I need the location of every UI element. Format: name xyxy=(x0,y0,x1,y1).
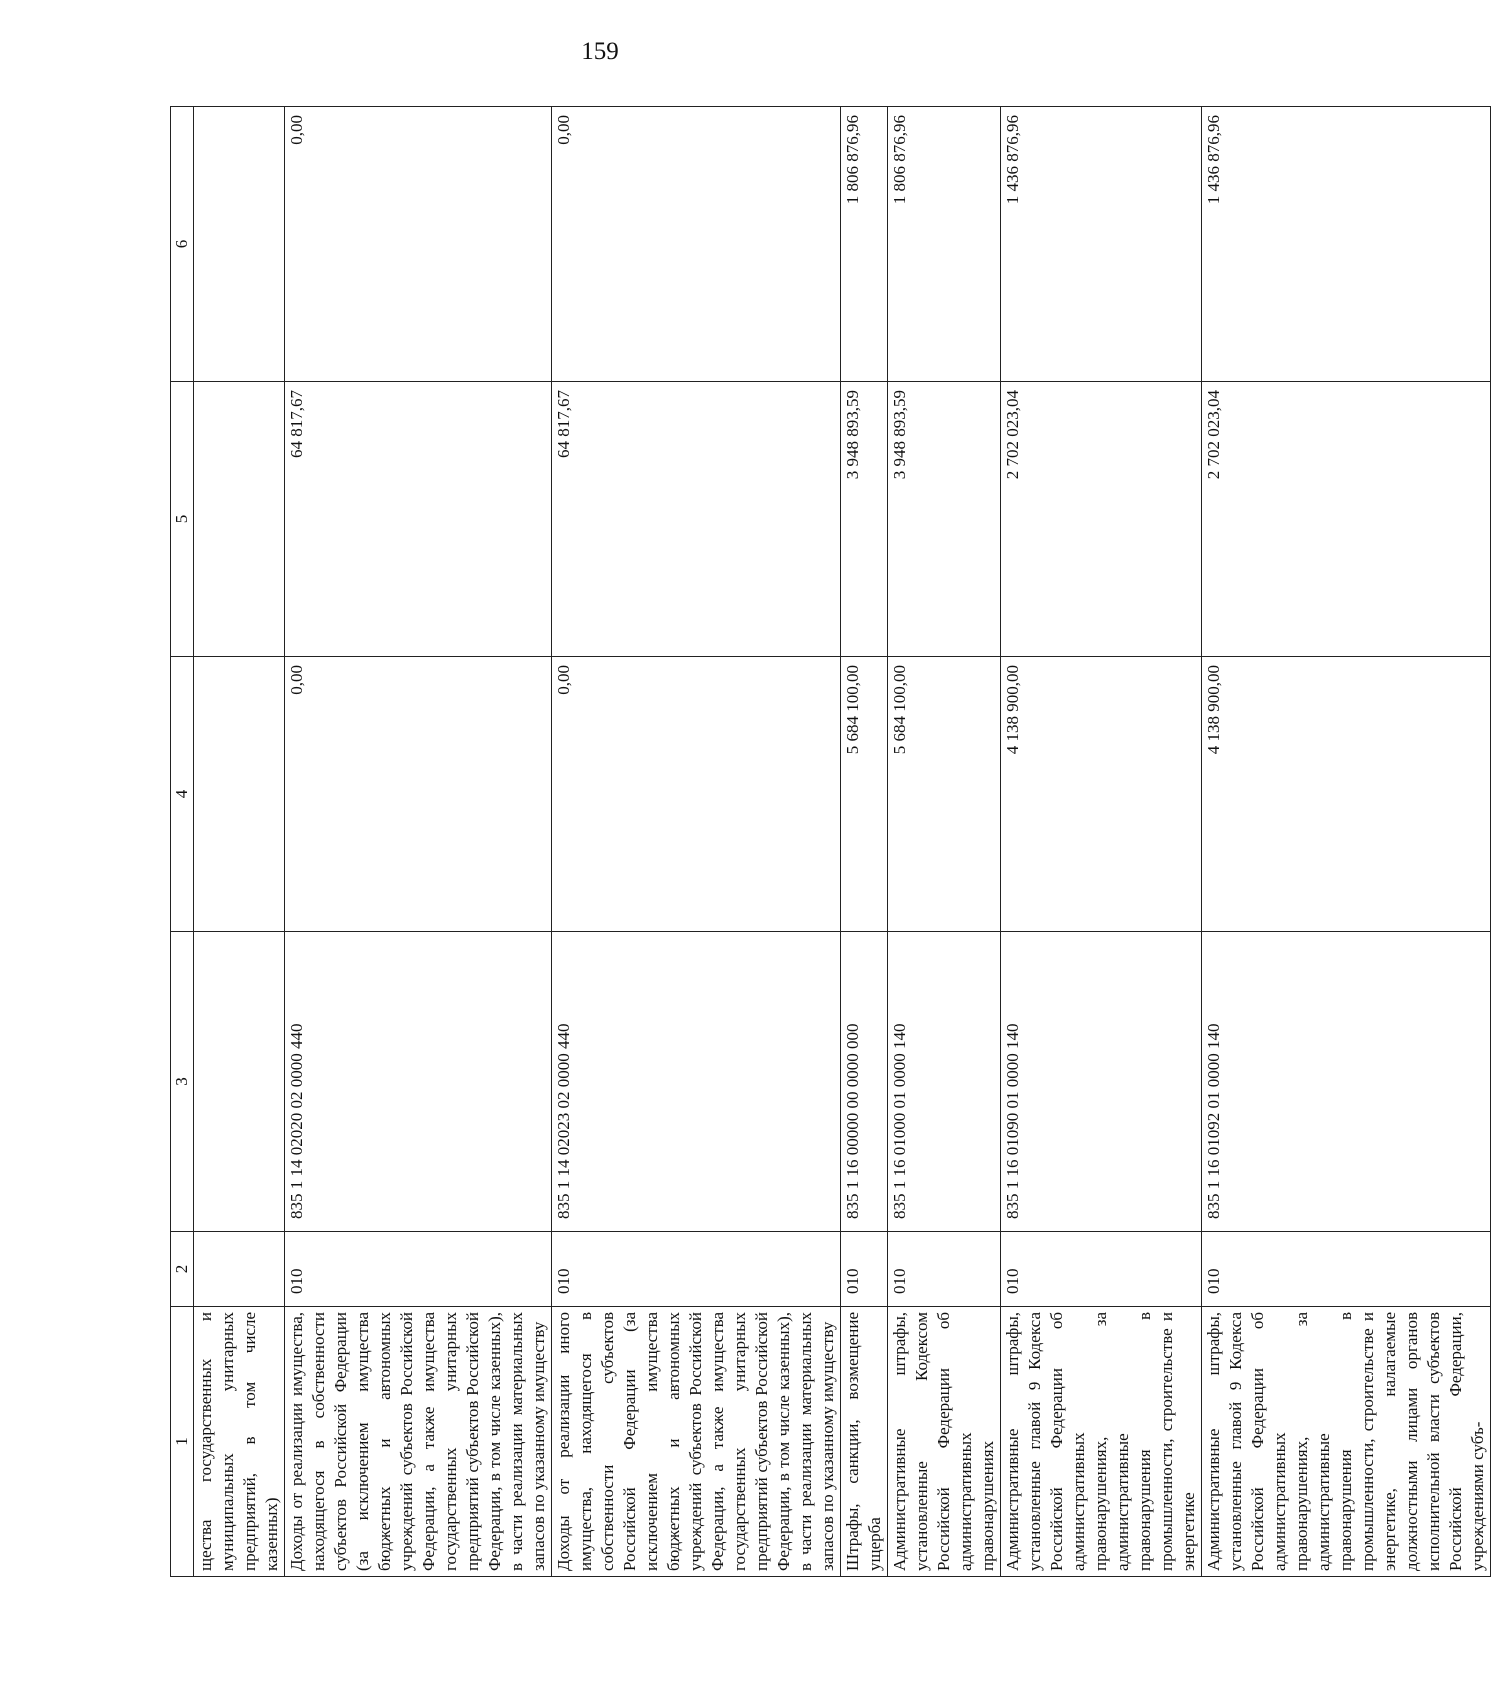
page-number: 159 xyxy=(581,38,619,65)
row-value-5: 3 948 893,59 xyxy=(888,382,1001,657)
row-code: 835 1 16 01090 01 0000 140 xyxy=(1001,932,1202,1232)
header-col-1: 1 xyxy=(171,1307,194,1577)
table-row xyxy=(888,107,1001,1577)
row-code: 835 1 16 01000 01 0000 140 xyxy=(888,932,1001,1232)
row-name: Административные штрафы, установленные Кодексом Российской Федерации об административных правонарушениях xyxy=(888,1307,1001,1577)
row-value-4: 5 684 100,00 xyxy=(888,657,1001,932)
row-value-6 xyxy=(194,107,285,382)
row-name: щества государственных и муниципальных унитарных предприятий, в том числе казенных) xyxy=(194,1307,285,1577)
row-name: Штрафы, санкции, возмещение ущерба xyxy=(841,1307,888,1577)
table-row xyxy=(841,107,888,1577)
row-value-4: 5 684 100,00 xyxy=(841,657,888,932)
row-value-6: 1 806 876,96 xyxy=(841,107,888,382)
row-value-5: 2 702 023,04 xyxy=(1202,382,1491,657)
row-code: 835 1 16 00000 00 0000 000 xyxy=(841,932,888,1232)
row-code: 835 1 14 02020 02 0000 440 xyxy=(285,932,552,1232)
row-value-5: 64 817,67 xyxy=(552,382,841,657)
row-value-4: 4 138 900,00 xyxy=(1202,657,1491,932)
rotated-table-frame xyxy=(170,107,1487,1577)
row-value-5 xyxy=(194,382,285,657)
table-row xyxy=(285,107,552,1577)
header-row xyxy=(171,107,194,1577)
table-row xyxy=(194,107,285,1577)
row-col2: 010 xyxy=(552,1232,841,1307)
row-code: 835 1 16 01092 01 0000 140 xyxy=(1202,932,1491,1232)
row-code xyxy=(194,932,285,1232)
row-value-6: 1 436 876,96 xyxy=(1001,107,1202,382)
row-name: Административные штрафы, установленные главой 9 Кодекса Российской Федерации об административных правонарушениях, за административные правонарушения в промышленности, строительстве и энергетике xyxy=(1001,1307,1202,1577)
row-code: 835 1 14 02023 02 0000 440 xyxy=(552,932,841,1232)
row-col2: 010 xyxy=(1001,1232,1202,1307)
row-value-6: 0,00 xyxy=(285,107,552,382)
table-row xyxy=(552,107,841,1577)
row-col2: 010 xyxy=(888,1232,1001,1307)
row-col2: 010 xyxy=(1202,1232,1491,1307)
row-col2 xyxy=(194,1232,285,1307)
rotated-table-area xyxy=(170,107,1487,1577)
header-col-5: 5 xyxy=(171,382,194,657)
row-value-4: 0,00 xyxy=(552,657,841,932)
row-value-5: 2 702 023,04 xyxy=(1001,382,1202,657)
row-value-4: 0,00 xyxy=(285,657,552,932)
header-col-6: 6 xyxy=(171,107,194,382)
header-col-2: 2 xyxy=(171,1232,194,1307)
header-col-3: 3 xyxy=(171,932,194,1232)
row-col2: 010 xyxy=(285,1232,552,1307)
row-value-4 xyxy=(194,657,285,932)
row-name: Доходы от реализации иного имущества, находящегося в собственности субъектов Российской Федерации (за исключением имущества бюджетных и автономных учреждений субъектов Российской Федерации, а также имущества государственных унитарных предприятий субъектов Российской Федерации, в том числе казенных), в части реализации материальных запасов по указанному имуществу xyxy=(552,1307,841,1577)
row-value-6: 1 806 876,96 xyxy=(888,107,1001,382)
row-value-5: 64 817,67 xyxy=(285,382,552,657)
row-value-6: 0,00 xyxy=(552,107,841,382)
revenue-table xyxy=(170,106,1491,1577)
row-value-4: 4 138 900,00 xyxy=(1001,657,1202,932)
row-value-5: 3 948 893,59 xyxy=(841,382,888,657)
row-name: Административные штрафы, установленные главой 9 Кодекса Российской Федерации об административных правонарушениях, за административные правонарушения в промышленности, строительстве и энергетике, налагаемые должностными лицами органов исполнительной власти субъектов Российской Федерации, учреждениями субъ- xyxy=(1202,1307,1491,1577)
row-value-6: 1 436 876,96 xyxy=(1202,107,1491,382)
table-row xyxy=(1001,107,1202,1577)
header-col-4: 4 xyxy=(171,657,194,932)
table-row xyxy=(1202,107,1491,1577)
row-col2: 010 xyxy=(841,1232,888,1307)
row-name: Доходы от реализации имущества, находящегося в собственности субъектов Российской Федерации (за исключением имущества бюджетных и автономных учреждений субъектов Российской Федерации, а также имущества государственных унитарных предприятий субъектов Российской Федерации, в том числе казенных), в части реализации материальных запасов по указанному имуществу xyxy=(285,1307,552,1577)
